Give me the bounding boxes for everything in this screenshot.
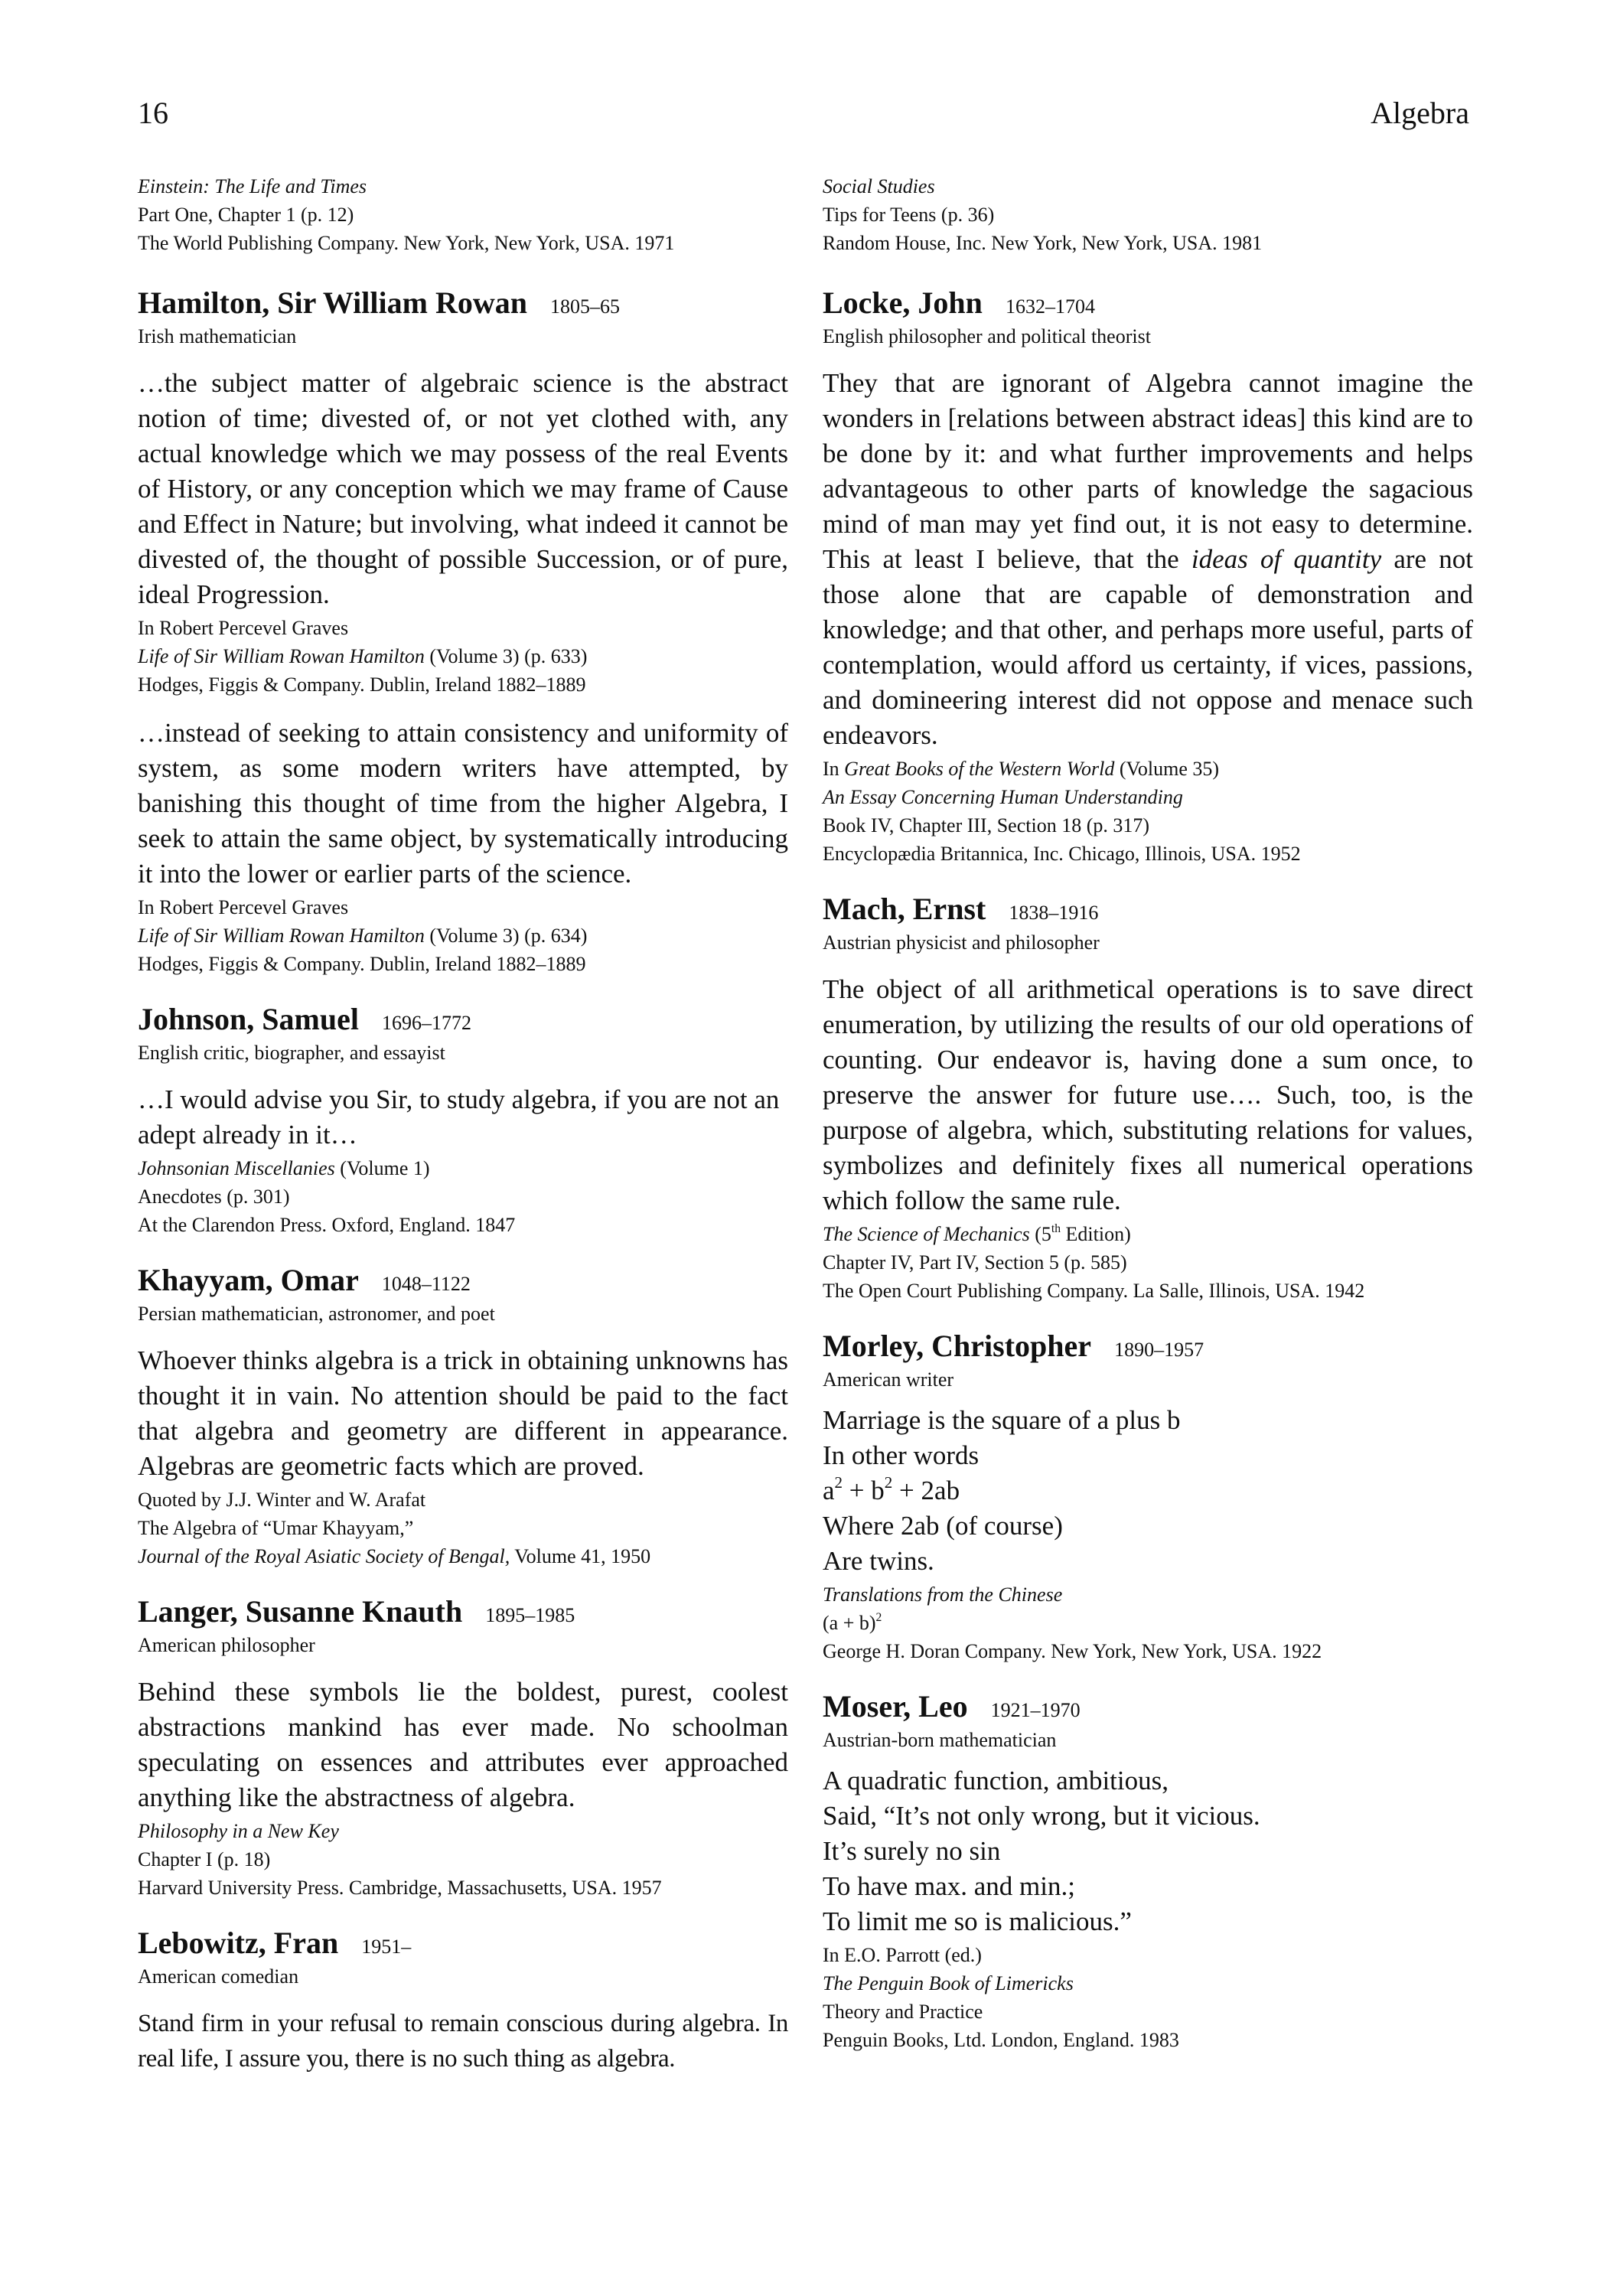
citation-detail: Book IV, Chapter III, Section 18 (p. 317) bbox=[823, 814, 1150, 837]
citation-book: Johnsonian Miscellanies bbox=[138, 1157, 335, 1179]
poem-line: Said, “It’s not only wrong, but it vicious. bbox=[823, 1801, 1260, 1831]
author-description: American writer bbox=[823, 1368, 954, 1391]
poem-text bbox=[823, 1403, 1473, 1579]
quote-text: Behind these symbols lie the boldest, purest, coolest abstractions mankind has ever made. No schoolman speculating on essences and attributes ever approached anything like the abstractness of algebra. bbox=[138, 1677, 788, 1812]
citation-book: Life of Sir William Rowan Hamilton bbox=[138, 925, 425, 947]
quote-citation bbox=[138, 893, 788, 978]
citation-journal-line bbox=[138, 1542, 788, 1570]
left-column bbox=[138, 172, 788, 2076]
author-name: Johnson, Samuel bbox=[138, 1002, 359, 1036]
author-description: Austrian-born mathematician bbox=[823, 1729, 1057, 1751]
citation-book: The Science of Mechanics bbox=[823, 1223, 1030, 1245]
author-description: American comedian bbox=[138, 1965, 299, 1988]
citation-source: In Robert Percevel Graves bbox=[138, 896, 349, 918]
citation-poem-title bbox=[823, 1609, 1473, 1637]
citation-detail: Chapter IV, Part IV, Section 5 (p. 585) bbox=[823, 1251, 1127, 1274]
page-number: 16 bbox=[138, 96, 168, 130]
author-dates: 1951– bbox=[361, 1936, 412, 1958]
quote-text bbox=[823, 366, 1473, 753]
equation-plus-b: + b bbox=[843, 1476, 885, 1505]
poem-line: In other words bbox=[823, 1440, 980, 1470]
citation-book: Great Books of the Western World bbox=[844, 758, 1115, 780]
equation-a: a bbox=[823, 1476, 835, 1505]
citation-volume: (Volume 3) (p. 633) bbox=[424, 645, 588, 667]
citation-book: Philosophy in a New Key bbox=[138, 1820, 339, 1842]
author-name: Locke, John bbox=[823, 285, 983, 320]
author-dates: 1805–65 bbox=[549, 295, 620, 318]
quote-citation bbox=[823, 1220, 1473, 1305]
citation-publisher: Harvard University Press. Cambridge, Massachusetts, USA. 1957 bbox=[138, 1877, 662, 1899]
citation-detail: Tips for Teens (p. 36) bbox=[823, 204, 995, 226]
author-name: Lebowitz, Fran bbox=[138, 1926, 339, 1960]
quote-text: The object of all arithmetical operations is to save direct enumeration, by utilizing the results of our old operations of counting. Our endeavor is, having done a sum once, to preserve the answer for future use…. Such, too, is the purpose of algebra, which, substituting relations for values, symbolizes and definitely fixes all numerical operations which follow the same rule. bbox=[823, 974, 1473, 1215]
citation-detail: Anecdotes (p. 301) bbox=[138, 1186, 290, 1208]
citation-volume: (Volume 35) bbox=[1114, 758, 1220, 780]
author-description: Austrian physicist and philosopher bbox=[823, 931, 1100, 954]
running-title: Algebra bbox=[1371, 96, 1469, 130]
citation-book-line bbox=[823, 1220, 1473, 1248]
quote-citation bbox=[823, 1941, 1473, 2054]
citation-edition-sup: th bbox=[1051, 1221, 1061, 1235]
quote-citation bbox=[823, 1580, 1473, 1665]
author-dates: 1890–1957 bbox=[1114, 1339, 1204, 1361]
author-heading-mach bbox=[823, 894, 1473, 925]
citation-publisher: The Open Court Publishing Company. La Salle, Illinois, USA. 1942 bbox=[823, 1280, 1365, 1302]
poem-title-exponent: 2 bbox=[875, 1610, 882, 1624]
author-dates: 1696–1772 bbox=[381, 1012, 471, 1034]
quote-text: Whoever thinks algebra is a trick in obtaining unknowns has thought it in vain. No attention should be paid to the fact that algebra and geometry are different in appearance. Algebras are geometric facts which are proved. bbox=[138, 1345, 788, 1481]
author-heading-locke bbox=[823, 285, 1473, 320]
quote-citation bbox=[138, 1817, 788, 1902]
poem-text bbox=[823, 1763, 1473, 1939]
citation-publisher: Penguin Books, Ltd. London, England. 1983 bbox=[823, 2029, 1179, 2051]
author-dates: 1048–1122 bbox=[381, 1273, 471, 1295]
quote-text: …I would advise you Sir, to study algebra, if you are not an adept already in it… bbox=[138, 1084, 780, 1150]
citation-book-line bbox=[823, 755, 1473, 783]
quote-citation bbox=[138, 1154, 788, 1239]
poem-equation bbox=[823, 1473, 1473, 1508]
citation-work: An Essay Concerning Human Understanding bbox=[823, 786, 1183, 808]
author-dates: 1895–1985 bbox=[485, 1604, 575, 1626]
citation-book: Translations from the Chinese bbox=[823, 1583, 1063, 1606]
citation-edition-rest: Edition) bbox=[1061, 1223, 1131, 1245]
running-header bbox=[138, 95, 1469, 133]
citation-source: Quoted by J.J. Winter and W. Arafat bbox=[138, 1489, 426, 1511]
citation-publisher: Encyclopædia Britannica, Inc. Chicago, Illinois, USA. 1952 bbox=[823, 843, 1301, 865]
poem-line: To limit me so is malicious.” bbox=[823, 1906, 1132, 1936]
poem-line: A quadratic function, ambitious, bbox=[823, 1766, 1169, 1795]
quote-part: are not those alone that are capable of demonstration and knowledge; and that other, and perhaps more useful, parts of contemplation, would afford us certainty, if vices, passions, and domineering interest did not oppose and menace such endeavors. bbox=[823, 544, 1473, 750]
poem-line: Where 2ab (of course) bbox=[823, 1511, 1063, 1541]
citation-detail: Chapter I (p. 18) bbox=[138, 1848, 271, 1870]
citation-detail: Part One, Chapter 1 (p. 12) bbox=[138, 204, 354, 226]
citation-volume: Volume 41, 1950 bbox=[510, 1545, 651, 1567]
citation-article: The Algebra of “Umar Khayyam,” bbox=[138, 1517, 414, 1539]
author-heading-moser bbox=[823, 1691, 1473, 1722]
citation-title: Social Studies bbox=[823, 175, 935, 197]
citation-edition: (5 bbox=[1029, 1223, 1051, 1245]
author-name: Moser, Leo bbox=[823, 1689, 968, 1724]
author-name: Langer, Susanne Knauth bbox=[138, 1594, 463, 1629]
citation-social-studies bbox=[823, 172, 1473, 257]
citation-book: Life of Sir William Rowan Hamilton bbox=[138, 645, 425, 667]
citation-einstein bbox=[138, 172, 788, 257]
author-heading-langer bbox=[138, 1596, 788, 1627]
quote-part: They that are ignorant of Algebra cannot imagine the wonders in [relations between abstract ideas] this kind are to be done by it: and what further improvements and helps advantageous to other parts of knowledge the sagacious mind of man may yet find out, it is not easy to determine. This at least I believe, that the bbox=[823, 368, 1473, 574]
author-description: Persian mathematician, astronomer, and poet bbox=[138, 1303, 495, 1325]
citation-book-line bbox=[138, 642, 788, 670]
citation-journal: Journal of the Royal Asiatic Society of Bengal, bbox=[138, 1545, 510, 1567]
author-description: Irish mathematician bbox=[138, 325, 297, 347]
right-column bbox=[823, 172, 1473, 2054]
quote-text: Stand firm in your refusal to remain conscious during algebra. In real life, I assure you, there is no such thing as algebra. bbox=[138, 2010, 788, 2073]
citation-title: Einstein: The Life and Times bbox=[138, 175, 367, 197]
author-description: English philosopher and political theorist bbox=[823, 325, 1151, 347]
citation-publisher: Hodges, Figgis & Company. Dublin, Ireland 1882–1889 bbox=[138, 673, 586, 696]
citation-detail: Theory and Practice bbox=[823, 2001, 983, 2023]
quote-citation bbox=[138, 1486, 788, 1570]
citation-source: In E.O. Parrott (ed.) bbox=[823, 1944, 982, 1966]
equation-rest: + 2ab bbox=[892, 1476, 960, 1505]
poem-line: Marriage is the square of a plus b bbox=[823, 1405, 1181, 1435]
citation-publisher: The World Publishing Company. New York, New York, USA. 1971 bbox=[138, 232, 675, 254]
citation-volume: (Volume 3) (p. 634) bbox=[424, 925, 588, 947]
quote-citation bbox=[138, 614, 788, 699]
author-dates: 1838–1916 bbox=[1009, 902, 1099, 924]
author-name: Mach, Ernst bbox=[823, 892, 986, 926]
author-heading-morley bbox=[823, 1331, 1473, 1362]
citation-in: In bbox=[823, 758, 845, 780]
quote-text: …instead of seeking to attain consistency and uniformity of system, as some modern writers have attempted, by banishing this thought of time from the higher Algebra, I seek to attain the same object, by systematically introducing it into the lower or earlier parts of the science. bbox=[138, 718, 788, 889]
author-description: English critic, biographer, and essayist bbox=[138, 1042, 445, 1064]
author-name: Hamilton, Sir William Rowan bbox=[138, 285, 527, 320]
citation-volume: (Volume 1) bbox=[334, 1157, 430, 1179]
author-heading-hamilton bbox=[138, 285, 788, 320]
quote-emphasis: ideas of quantity bbox=[1191, 544, 1382, 574]
author-name: Morley, Christopher bbox=[823, 1329, 1092, 1363]
citation-book: The Penguin Book of Limericks bbox=[823, 1972, 1074, 1994]
author-heading-khayyam bbox=[138, 1265, 788, 1296]
citation-publisher: Hodges, Figgis & Company. Dublin, Ireland 1882–1889 bbox=[138, 953, 586, 975]
author-dates: 1632–1704 bbox=[1005, 295, 1095, 318]
author-name: Khayyam, Omar bbox=[138, 1263, 359, 1297]
poem-line: To have max. and min.; bbox=[823, 1871, 1075, 1901]
poem-line: Are twins. bbox=[823, 1546, 934, 1576]
citation-source: In Robert Percevel Graves bbox=[138, 617, 349, 639]
poem-line: It’s surely no sin bbox=[823, 1836, 1001, 1866]
quote-text: …the subject matter of algebraic science is the abstract notion of time; divested of, or not yet clothed with, any actual knowledge which we may possess of the real Events of History, or any conception which we may frame of Cause and Effect in Nature; but involving, what indeed it cannot be divested of, the thought of possible Succession, or of pure, ideal Progression. bbox=[138, 368, 788, 609]
citation-publisher: At the Clarendon Press. Oxford, England. 1847 bbox=[138, 1214, 516, 1236]
equation-exponent: 2 bbox=[884, 1473, 893, 1492]
citation-book-line bbox=[138, 921, 788, 950]
quote-citation bbox=[823, 755, 1473, 868]
author-description: American philosopher bbox=[138, 1634, 315, 1656]
author-dates: 1921–1970 bbox=[990, 1699, 1081, 1721]
citation-publisher: George H. Doran Company. New York, New York, USA. 1922 bbox=[823, 1640, 1322, 1662]
author-heading-johnson bbox=[138, 1004, 788, 1035]
citation-publisher: Random House, Inc. New York, New York, USA. 1981 bbox=[823, 232, 1263, 254]
citation-book-line bbox=[138, 1154, 788, 1182]
equation-exponent: 2 bbox=[834, 1473, 843, 1492]
poem-title: (a + b) bbox=[823, 1612, 876, 1634]
author-heading-lebowitz bbox=[138, 1928, 788, 1958]
